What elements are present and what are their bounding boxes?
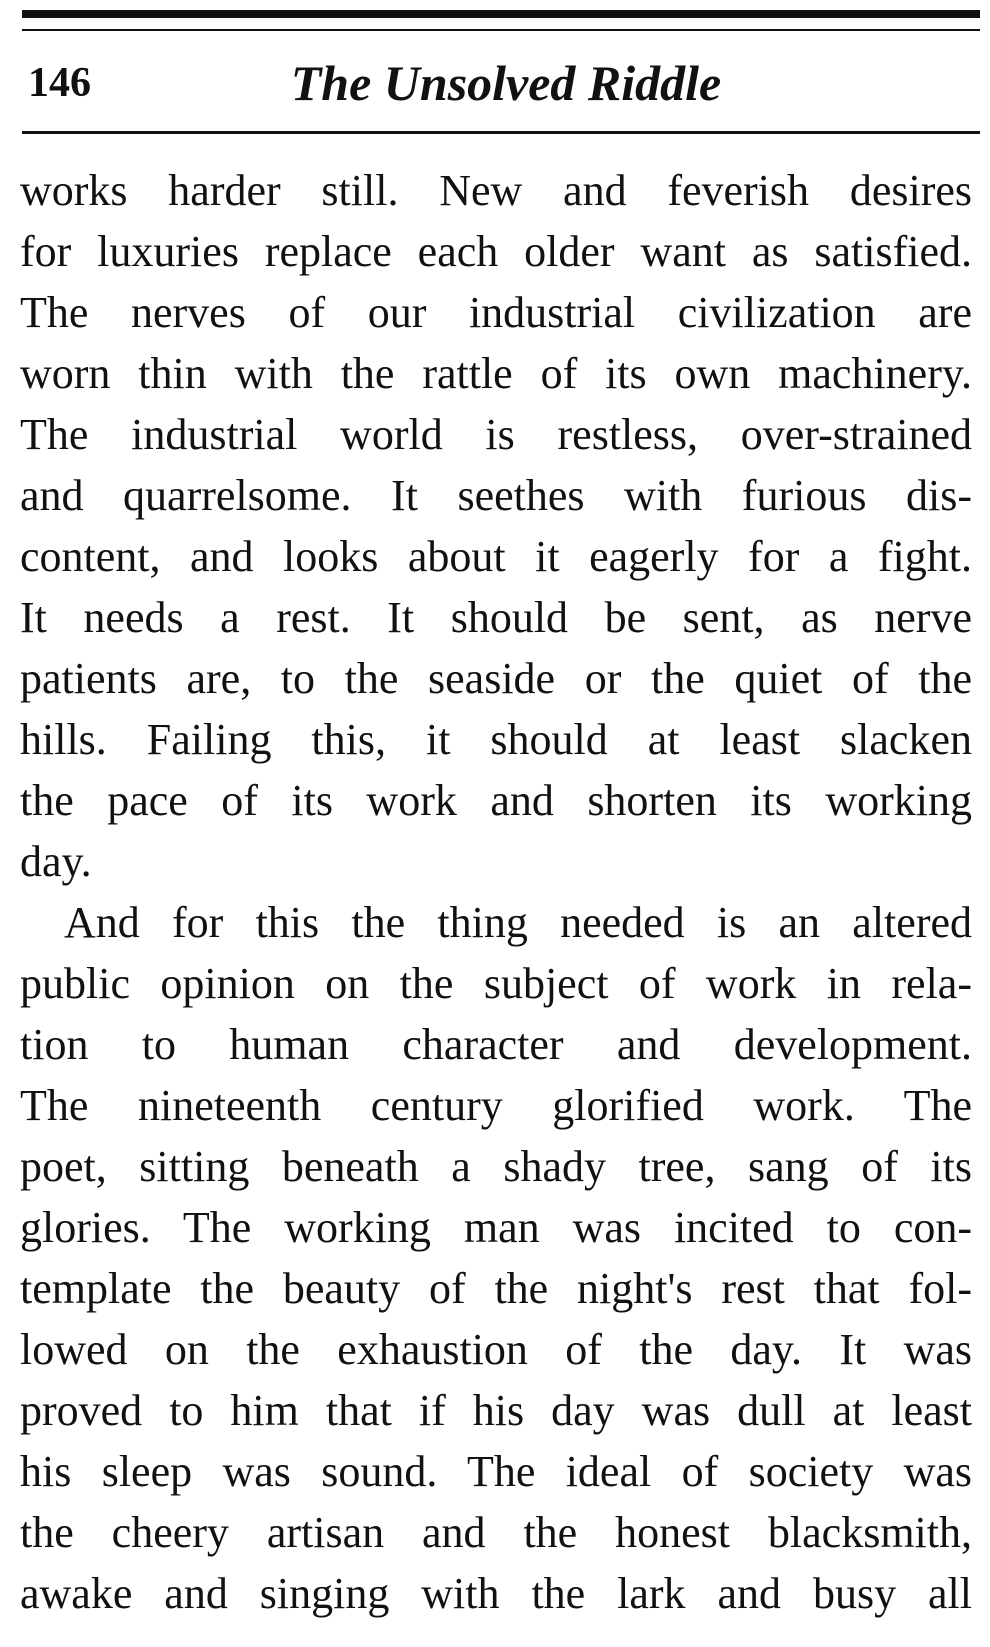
top-rule-thick	[22, 10, 980, 18]
text-line: and quarrelsome. It seethes with furious dis-	[20, 471, 972, 520]
text-line: And for this the thing needed is an altered	[64, 898, 972, 947]
text-line: tion to human character and development.	[20, 1020, 972, 1069]
page-number: 146	[28, 60, 91, 106]
text-line: the cheery artisan and the honest blacksmith,	[20, 1508, 972, 1557]
text-line: lowed on the exhaustion of the day. It was	[20, 1325, 972, 1374]
text-line: content, and looks about it eagerly for a fight.	[20, 532, 972, 581]
text-line: template the beauty of the night's rest that fol-	[20, 1264, 972, 1313]
text-line: awake and singing with the lark and busy all	[20, 1569, 972, 1618]
text-line: The nerves of our industrial civilization are	[20, 288, 972, 337]
text-line: worn thin with the rattle of its own machinery.	[20, 349, 972, 398]
page-header	[22, 54, 980, 114]
text-line: for luxuries replace each older want as satisfied.	[20, 227, 972, 276]
body-text	[20, 160, 972, 1624]
text-line: The nineteenth century glorified work. The	[20, 1081, 972, 1130]
text-line: glories. The working man was incited to con-	[20, 1203, 972, 1252]
text-line: hills. Failing this, it should at least slacken	[20, 715, 972, 764]
text-line: The industrial world is restless, over-strained	[20, 410, 972, 459]
top-rule-thin	[22, 29, 980, 31]
text-line: patients are, to the seaside or the quiet of the	[20, 654, 972, 703]
text-line: It needs a rest. It should be sent, as nerve	[20, 593, 972, 642]
text-line: works harder still. New and feverish desires	[20, 166, 972, 215]
text-line: poet, sitting beneath a shady tree, sang of its	[20, 1142, 972, 1191]
running-title: The Unsolved Riddle	[290, 55, 722, 111]
text-line: the pace of its work and shorten its working	[20, 776, 972, 825]
text-line: day.	[20, 837, 92, 886]
text-line: public opinion on the subject of work in rela-	[20, 959, 972, 1008]
header-rule	[22, 131, 980, 134]
text-line: proved to him that if his day was dull at least	[20, 1386, 972, 1435]
text-line: his sleep was sound. The ideal of society was	[20, 1447, 972, 1496]
